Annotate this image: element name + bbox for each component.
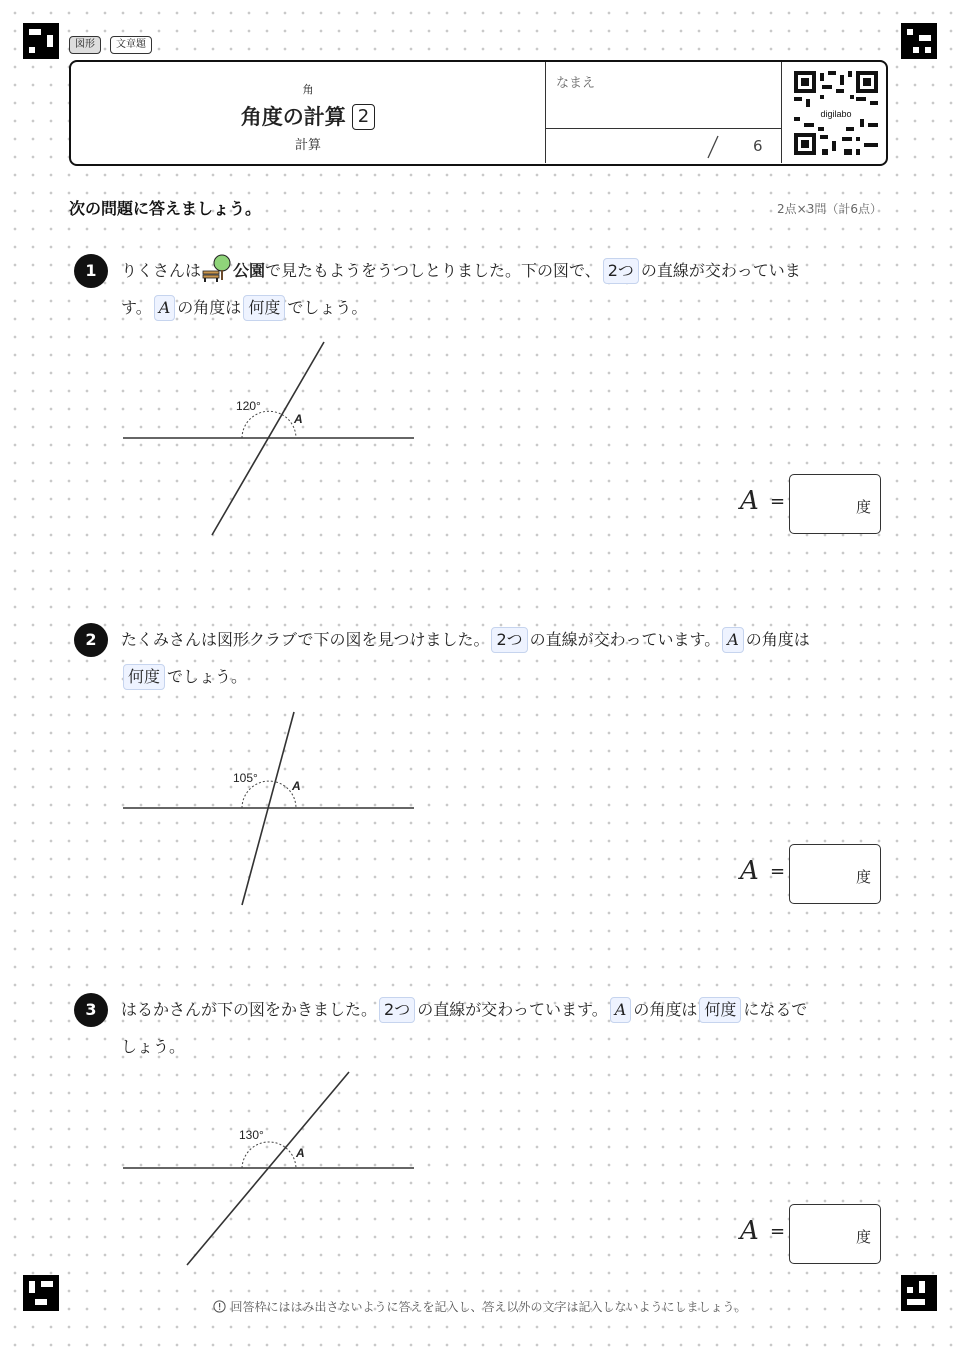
answer-equals: = (770, 1221, 786, 1242)
instruction: 次の問題に答えましょう。 (69, 199, 262, 218)
tag-word-problems: 文章題 (110, 36, 152, 54)
highlight: 2つ (603, 258, 639, 284)
text: りくさんは (121, 261, 202, 280)
category-label: 角 (302, 83, 314, 96)
text: はるかさんが下の図をかきました。 (121, 1000, 378, 1019)
text: でしょう。 (167, 667, 248, 686)
angle-label-a: A (294, 412, 303, 426)
score-slash (703, 134, 723, 160)
footer-note (0, 1298, 960, 1315)
answer-equals: = (770, 491, 786, 512)
info-circle-icon (213, 1300, 226, 1313)
text: す。 (121, 298, 152, 317)
answer-unit: 度 (855, 868, 871, 886)
angle-arc-a (286, 1148, 296, 1168)
footer-text: 回答枠にははみ出さないように答えを記入し、答え以外の文字は記入しないようにしましょう。 (230, 1300, 747, 1314)
question-number-3: 3 (74, 993, 108, 1027)
text: しょう。 (121, 1037, 186, 1056)
answer-variable: A (740, 1216, 759, 1246)
highlight: 2つ (379, 997, 415, 1023)
answer-box-1[interactable] (789, 474, 881, 534)
points-info: 2点×3問（計6点） (777, 202, 882, 216)
angle-label: 105° (233, 771, 258, 785)
answer-unit: 度 (855, 498, 871, 516)
figure-1 (118, 334, 428, 544)
angle-arc-given (242, 781, 276, 808)
worksheet-header (69, 60, 888, 166)
score-total: 6 (753, 137, 763, 155)
question-number-2: 2 (74, 623, 108, 657)
tag-shapes: 図形 (69, 36, 101, 54)
park-icon (201, 254, 233, 282)
text: の角度は (177, 298, 242, 317)
name-label: なまえ (556, 76, 596, 91)
text: の角度は (633, 1000, 698, 1019)
answer-unit: 度 (855, 1228, 871, 1246)
corner-marker-top-right (901, 23, 937, 59)
text: たくみさんは図形クラブで下の図を見つけました。 (121, 630, 490, 649)
name-cell (545, 62, 782, 163)
worksheet-number: 2 (352, 104, 375, 130)
angle-label-a: A (296, 1146, 305, 1160)
title-cell (71, 62, 545, 163)
highlight: 何度 (243, 295, 285, 321)
qr-label: digilabo (820, 109, 852, 119)
answer-variable: A (740, 486, 759, 516)
question-text-2 (121, 621, 886, 695)
text: の角度は (745, 630, 810, 649)
name-field[interactable] (546, 62, 782, 129)
park-text: 公園 (233, 261, 266, 280)
question-text-1 (121, 252, 886, 326)
angle-label: 130° (239, 1128, 264, 1142)
figure-2 (118, 704, 428, 914)
text: になるで (743, 1000, 808, 1019)
question-text-3 (121, 991, 886, 1065)
angle-label: 120° (236, 399, 261, 413)
variable-a: A (154, 295, 176, 321)
highlight: 2つ (491, 627, 527, 653)
variable-a: A (610, 997, 632, 1023)
text: の直線が交わっています。 (529, 630, 721, 649)
angle-label-a: A (292, 779, 301, 793)
figure-3 (118, 1064, 428, 1274)
worksheet-title: 角度の計算 (240, 105, 346, 129)
answer-box-2[interactable] (789, 844, 881, 904)
qr-code (794, 71, 878, 155)
answer-equals: = (770, 861, 786, 882)
qr-cell (781, 62, 887, 163)
answer-box-3[interactable] (789, 1204, 881, 1264)
corner-marker-top-left (23, 23, 59, 59)
highlight: 何度 (699, 997, 741, 1023)
question-number-1: 1 (74, 254, 108, 288)
text: で見たもようをうつしとりました。下の図で、 (265, 261, 601, 280)
text: でしょう。 (287, 298, 368, 317)
text: の直線が交わっていま (640, 261, 801, 280)
highlight: 何度 (123, 664, 165, 690)
text: の直線が交わっています。 (417, 1000, 608, 1019)
variable-a: A (722, 627, 744, 653)
score-field[interactable] (546, 129, 782, 163)
worksheet-subtitle: 計算 (294, 138, 321, 153)
answer-variable: A (740, 856, 759, 886)
